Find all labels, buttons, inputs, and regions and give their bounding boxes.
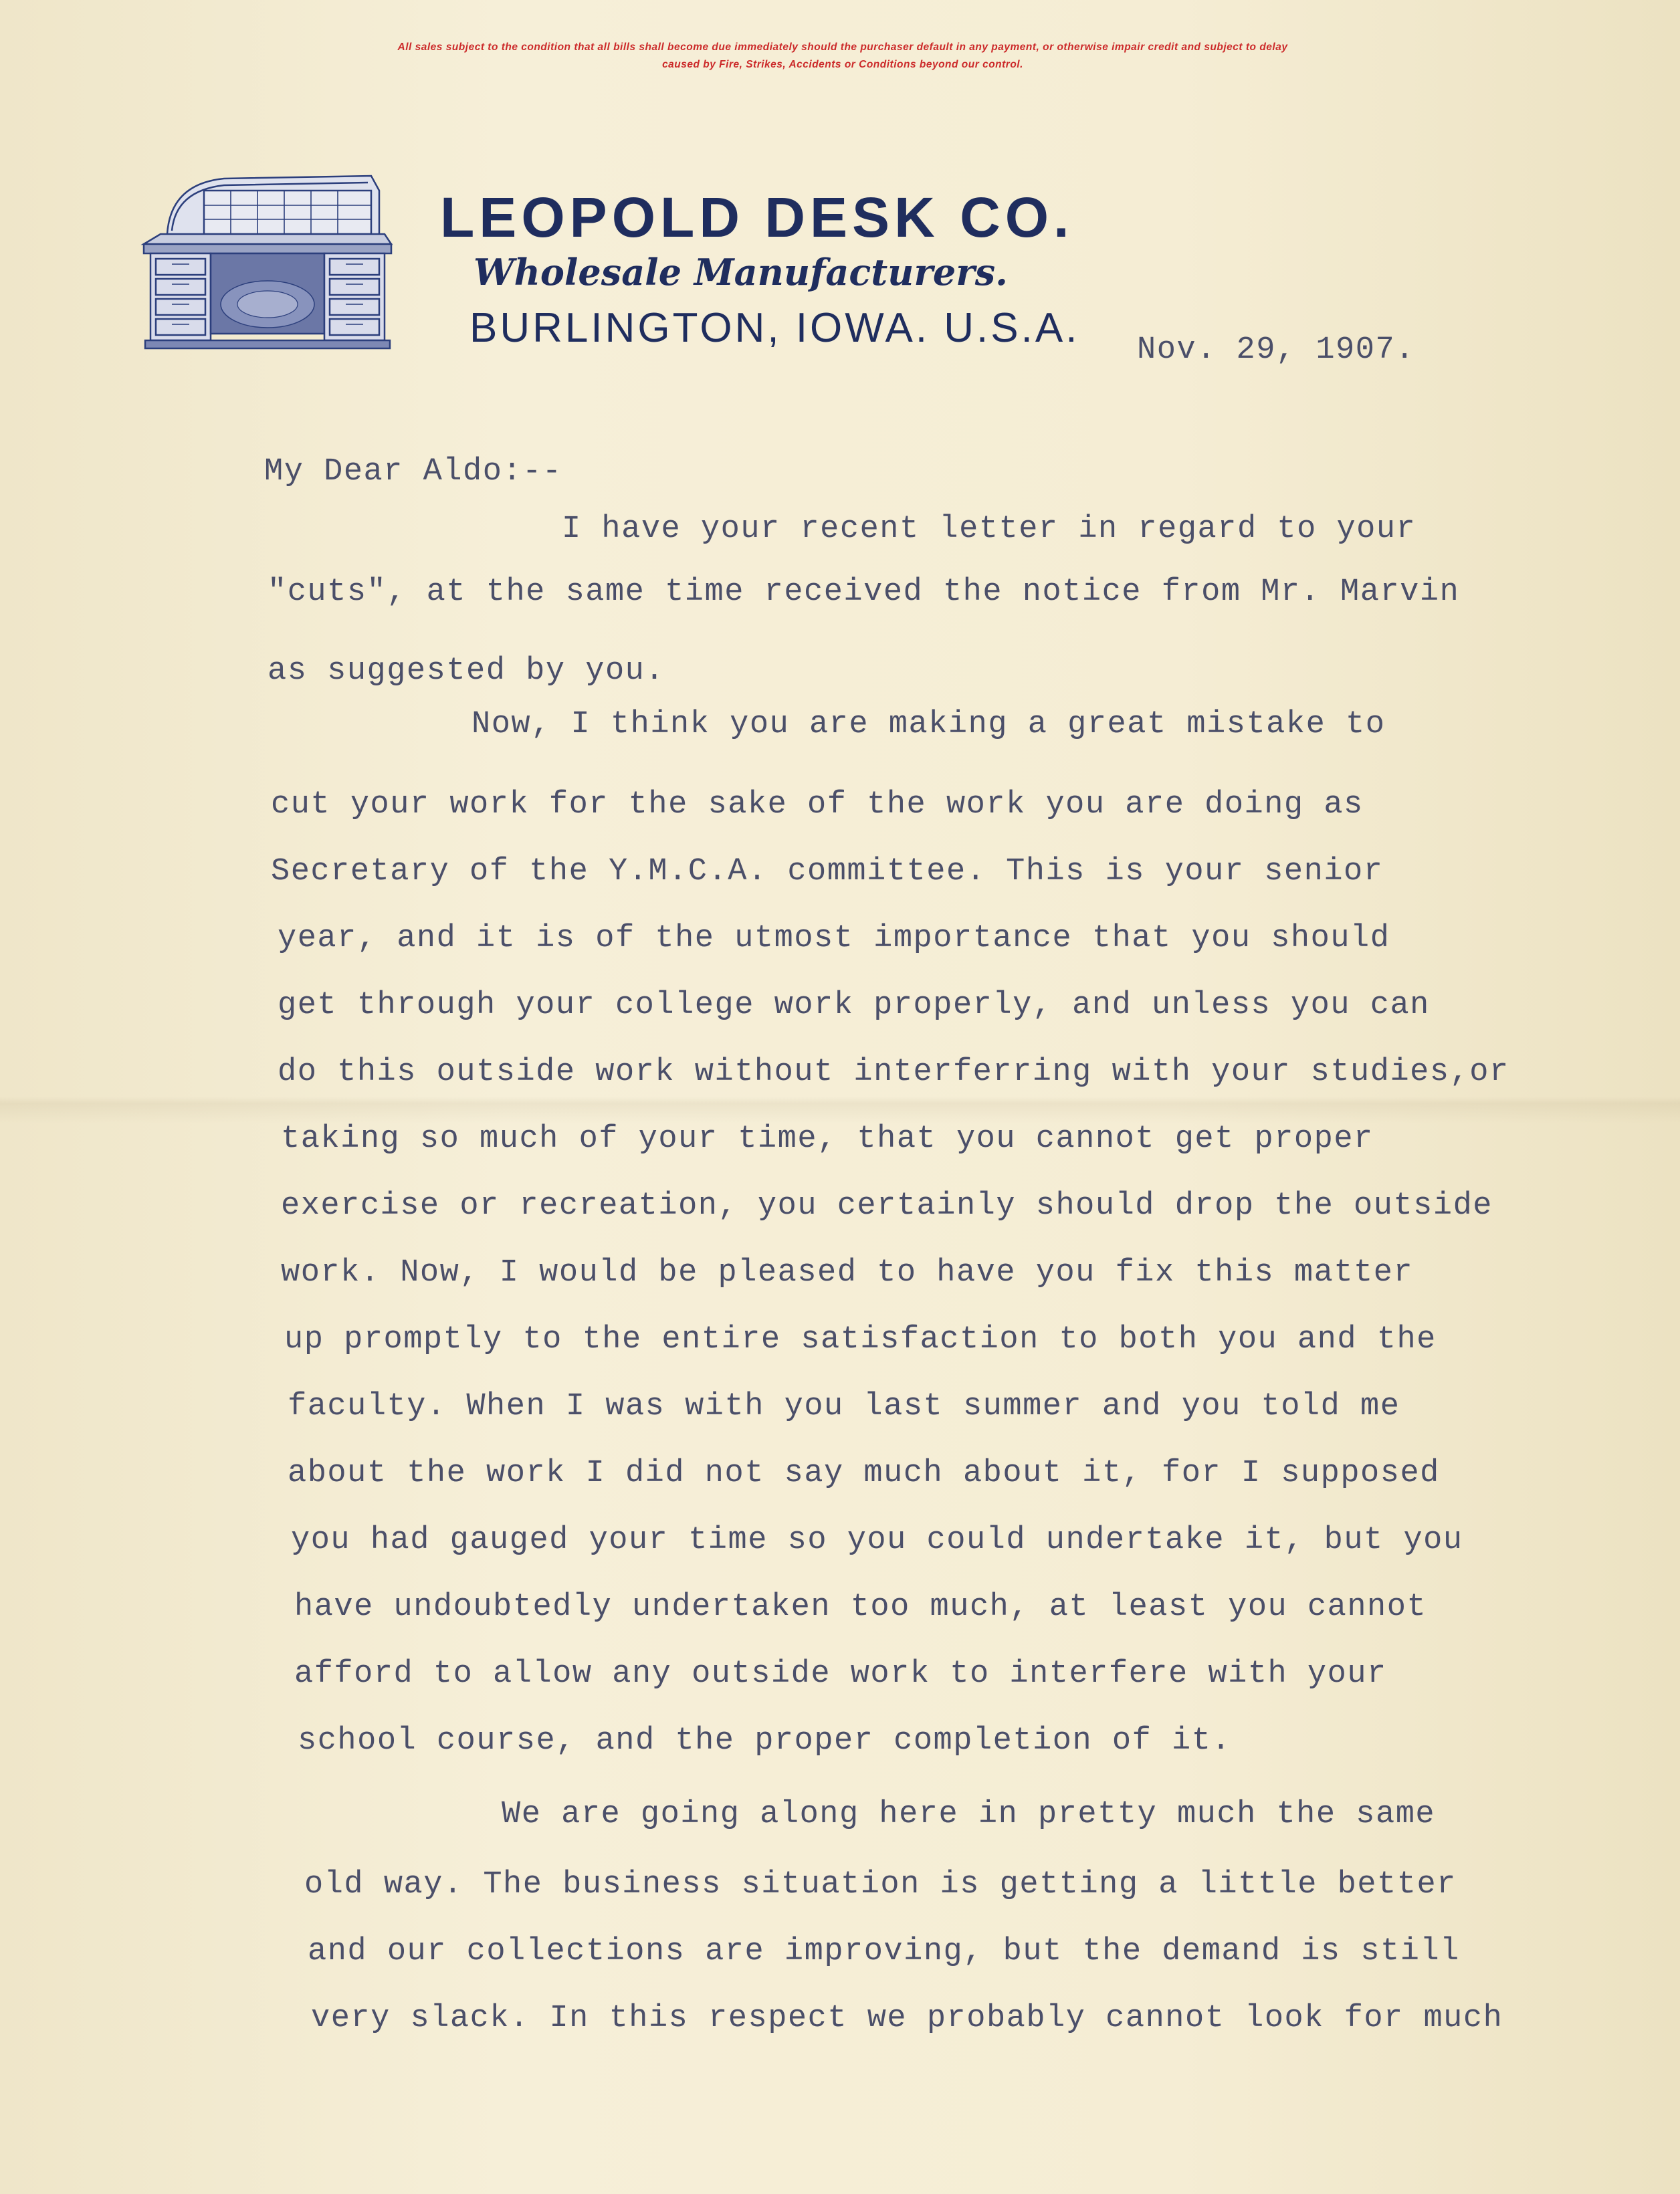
body-line: about the work I did not say much about it, for I supposed [288, 1456, 1440, 1491]
body-line: cut your work for the sake of the work you are doing as [271, 787, 1364, 822]
body-line: year, and it is of the utmost importance that you should [278, 921, 1390, 956]
body-line: faculty. When I was with you last summer and you told me [288, 1389, 1400, 1424]
body-line: have undoubtedly undertaken too much, at least you cannot [294, 1589, 1427, 1625]
body-line: exercise or recreation, you certainly should drop the outside [281, 1188, 1493, 1224]
body-line: We are going along here in pretty much the same [502, 1797, 1436, 1832]
body-line: as suggested by you. [268, 653, 665, 689]
sales-terms-line-1: All sales subject to the condition that all bills shall become due immediately should the purchaser default in any payment, or otherwise impair credit and subject to delay [397, 41, 1288, 53]
sales-terms-line-2: caused by Fire, Strikes, Accidents or Conditions beyond our control. [662, 59, 1023, 70]
sales-terms-notice [134, 39, 1552, 74]
company-city: BURLINGTON, IOWA. U.S.A. [469, 305, 1080, 351]
body-line: you had gauged your time so you could undertake it, but you [291, 1523, 1463, 1558]
body-line: Now, I think you are making a great mistake to [471, 707, 1386, 742]
letter-date: Nov. 29, 1907. [1137, 332, 1415, 368]
body-line: taking so much of your time, that you cannot get proper [281, 1121, 1374, 1157]
company-subtitle: Wholesale Manufacturers. [474, 251, 1008, 294]
body-line: school course, and the proper completion of it. [298, 1723, 1232, 1759]
body-line: get through your college work properly, and unless you can [278, 988, 1430, 1023]
company-name: LEOPOLD DESK CO. [440, 186, 1074, 249]
rolltop-desk-icon [130, 171, 395, 354]
body-line: and our collections are improving, but the demand is still [308, 1934, 1460, 1969]
body-line: old way. The business situation is getting a little better [304, 1867, 1457, 1902]
body-line: up promptly to the entire satisfaction to both you and the [284, 1322, 1437, 1357]
body-line: afford to allow any outside work to interfere with your [294, 1656, 1387, 1692]
body-line: I have your recent letter in regard to your [562, 512, 1416, 547]
body-line: "cuts", at the same time received the notice from Mr. Marvin [268, 574, 1460, 610]
body-line: very slack. In this respect we probably cannot look for much [311, 2001, 1503, 2036]
body-line: do this outside work without interferring with your studies,or [278, 1055, 1509, 1090]
body-line: work. Now, I would be pleased to have you fix this matter [281, 1255, 1414, 1291]
salutation: My Dear Aldo:-- [264, 454, 562, 489]
body-line: Secretary of the Y.M.C.A. committee. This is your senior [271, 854, 1384, 889]
